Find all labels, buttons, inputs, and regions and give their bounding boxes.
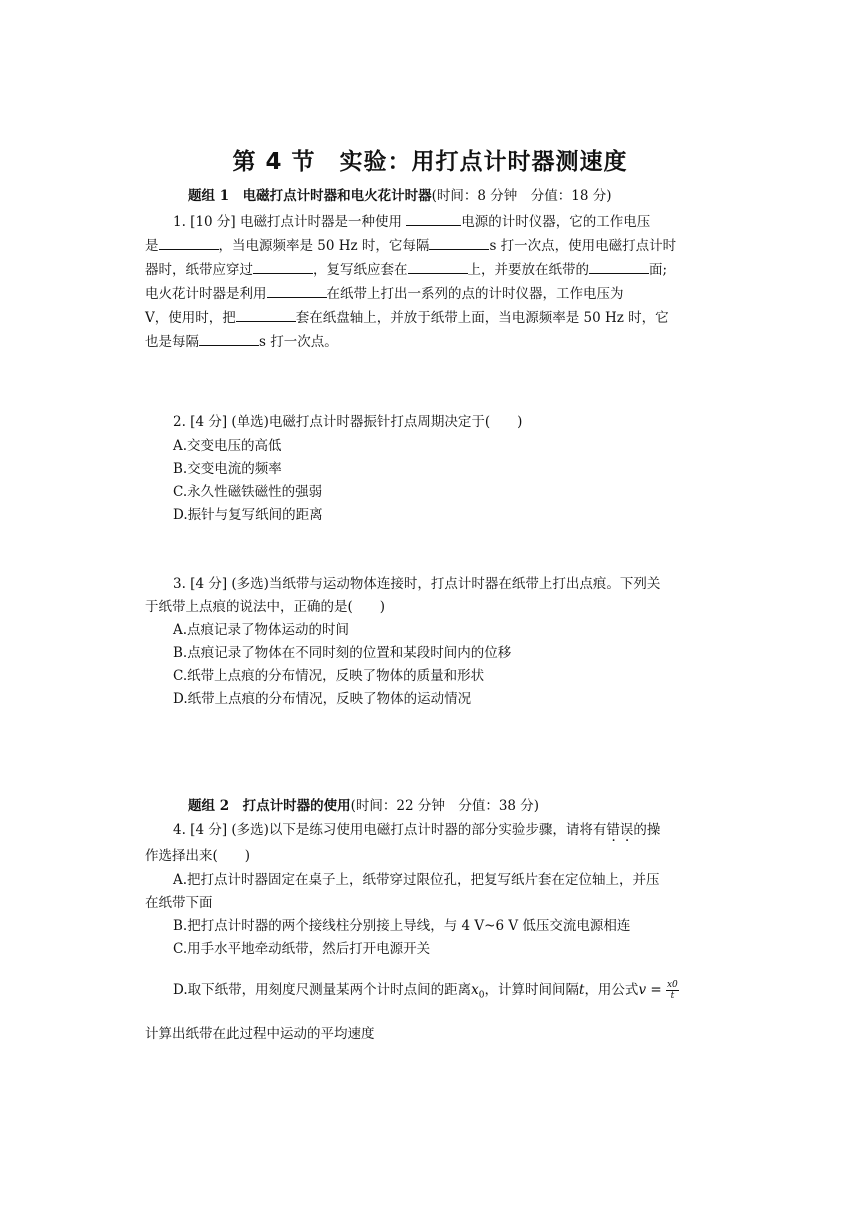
q1-text: 1. [10 分] 电磁打点计时器是一种使用 [173,214,402,230]
q1-text: 在纸带上打出一系列的点的计时仪器，工作电压为 [326,286,624,302]
q1-blank-9[interactable] [199,330,259,346]
q2-option-c[interactable]: C.永久性磁铁磁性的强弱 [173,484,323,500]
q3-option-c[interactable]: C.纸带上点痕的分布情况，反映了物体的质量和形状 [173,668,485,684]
q1-blank-6[interactable] [589,258,649,274]
formula-fraction [666,980,679,1001]
q1-blank-4[interactable] [253,258,313,274]
q1-text: 也是每隔 [145,334,199,350]
q1-line2 [145,234,676,256]
group1-meta: (时间：8 分钟 分值：18 分) [431,188,612,204]
q1-text: ，当电源频率是 50 Hz 时，它每隔 [218,238,430,254]
fraction-numerator: x0 [666,980,678,990]
math-v: v = [638,982,662,998]
q1-text: 套在纸盘轴上，并放于纸带上面，当电源频率是 50 Hz 时，它 [295,310,669,326]
q1-text: 上，并要放在纸带的 [467,262,589,278]
q3-stem-line1: 3. [4 分] (多选)当纸带与运动物体连接时，打点计时器在纸带上打出点痕。下列关 [173,576,661,592]
q4-emphasis: 错 [606,822,620,838]
page-title: 第 4 节 实验：用打点计时器测速度 [232,149,628,175]
q1-blank-5[interactable] [408,258,468,274]
group1-heading-line [188,186,611,206]
q4-option-b[interactable]: B.把打点计时器的两个接线柱分别接上导线，与 4 V~6 V 低压交流电源相连 [173,918,631,934]
group2-meta: (时间：22 分钟 分值：38 分) [350,798,540,814]
q3-stem-line2: 于纸带上点痕的说法中，正确的是( ) [145,599,386,615]
math-sub: 0 [478,990,485,1001]
math-t: t [579,982,585,998]
q2-option-a[interactable]: A.交变电压的高低 [173,438,282,454]
q3-option-a[interactable]: A.点痕记录了物体运动的时间 [173,622,350,638]
q1-line5 [145,306,669,328]
q4-stem-line1 [173,820,660,840]
q3-option-d[interactable]: D.纸带上点痕的分布情况，反映了物体的运动情况 [173,691,472,707]
q1-line6 [145,330,338,352]
q4-emphasis: 误 [619,822,634,838]
q1-blank-2[interactable] [159,234,219,250]
q1-blank-3[interactable] [429,234,489,250]
q4-option-d-line2: 计算出纸带在此过程中运动的平均速度 [145,1026,375,1042]
q1-line3 [145,258,667,280]
q1-line1 [173,210,650,232]
q1-text: ，复写纸应套在 [313,262,408,278]
q1-text: V，使用时，把 [145,310,236,326]
fraction-denominator: t [670,991,675,1001]
q1-text: s 打一次点，使用电磁打点计时 [489,238,677,254]
math-x: x [471,982,479,998]
q1-text: 是 [145,238,159,254]
q4-text: D.取下纸带，用刻度尺测量某两个计时点间的距离 [173,982,472,998]
q4-text: ，用公式 [584,982,639,998]
q2-option-b[interactable]: B.交变电流的频率 [173,461,282,477]
q4-option-a-line1[interactable]: A.把打点计时器固定在桌子上，纸带穿过限位孔，把复写纸片套在定位轴上，并压 [173,872,660,888]
q2-option-d[interactable]: D.振针与复写纸间的距离 [173,507,323,523]
q1-text: s 打一次点。 [259,334,338,350]
q4-text: ，计算时间间隔 [484,982,579,998]
q2-stem: 2. [4 分] (单选)电磁打点计时器振针打点周期决定于( ) [173,414,523,430]
group2-heading-line [188,796,539,816]
q1-text: 电火花计时器是利用 [145,286,267,302]
q4-option-a-line2: 在纸带下面 [145,895,213,911]
q1-blank-8[interactable] [236,306,296,322]
group1-heading: 题组 1 电磁打点计时器和电火花计时器 [188,188,432,204]
q4-stem-line2: 作选择出来( ) [145,848,251,864]
q1-text: 器时，纸带应穿过 [145,262,253,278]
q4-text: 的操 [633,822,661,838]
q1-blank-7[interactable] [267,282,327,298]
q4-option-c[interactable]: C.用手水平地牵动纸带，然后打开电源开关 [173,941,431,957]
q3-option-b[interactable]: B.点痕记录了物体在不同时刻的位置和某段时间内的位移 [173,645,512,661]
q4-option-d-line1[interactable] [173,980,679,1006]
q1-text: 面; [649,262,668,278]
q4-text: 4. [4 分] (多选)以下是练习使用电磁打点计时器的部分实验步骤，请将有 [173,822,607,838]
q1-line4 [145,282,624,304]
group2-heading: 题组 2 打点计时器的使用 [188,798,351,814]
q1-text: 电源的计时仪器，它的工作电压 [461,214,651,230]
q1-blank-1[interactable] [406,210,461,226]
